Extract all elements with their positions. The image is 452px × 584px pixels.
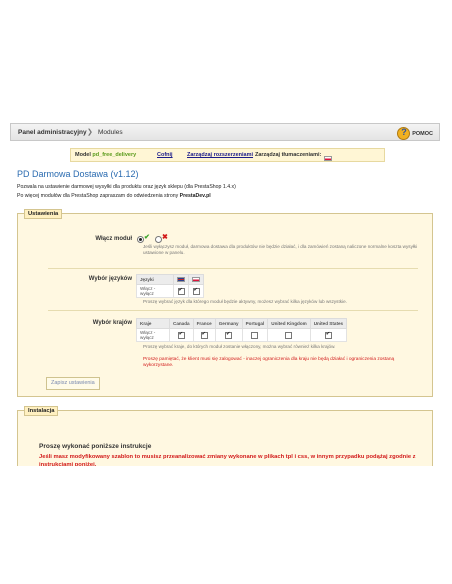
installation-legend: Instalacja	[24, 406, 58, 416]
country-checkbox[interactable]	[325, 332, 332, 339]
lang-cell	[174, 285, 189, 298]
settings-legend: Ustawienia	[24, 209, 62, 219]
prestadev-link[interactable]: PrestaDev.pl	[179, 193, 211, 199]
lang-flag-pl	[189, 275, 204, 285]
languages-table	[136, 274, 204, 298]
lang-flag-en	[174, 275, 189, 285]
help-button[interactable]	[397, 127, 433, 140]
installation-heading: Proszę wykonać poniższe instrukcje	[39, 443, 152, 450]
country-cell	[170, 329, 194, 342]
languages-label: Wybór języków	[88, 276, 132, 282]
countries-hint: Proszę wybrać kraje, do których moduł zostanie włączony, można wybrać również kilka krajów.	[143, 344, 336, 349]
description-text: Po więcej modułów dla PrestaShop zapraszam do odwiedzenia strony	[17, 193, 180, 199]
languages-header: Języki	[137, 275, 174, 285]
country-cell	[310, 329, 346, 342]
breadcrumb-root[interactable]: Panel administracyjny	[18, 129, 87, 136]
flag-pl-icon[interactable]	[324, 156, 332, 161]
languages-hint: Proszę wybrać język dla którego moduł będzie aktywny, możesz wybrać kilka języków lub wszystkie.	[143, 299, 347, 304]
check-icon: ✔	[144, 234, 150, 241]
languages-row-label: Włącz - wyłącz	[137, 285, 174, 298]
lang-pl-checkbox[interactable]	[193, 288, 200, 295]
country-header: France	[193, 319, 215, 329]
lang-cell	[189, 285, 204, 298]
back-link[interactable]: Cofnij	[157, 152, 173, 158]
description-line-2	[17, 193, 211, 199]
country-header: Portugal	[242, 319, 268, 329]
module-toolbar	[70, 148, 385, 162]
admin-screenshot	[10, 121, 440, 466]
countries-row-label: Włącz - wyłącz	[137, 329, 170, 342]
country-header: United Kingdom	[268, 319, 310, 329]
model-info	[75, 152, 136, 158]
model-label: Model	[75, 152, 91, 158]
country-checkbox[interactable]	[285, 332, 292, 339]
help-label: POMOC	[412, 130, 433, 137]
countries-table	[136, 318, 347, 342]
save-settings-button[interactable]: Zapisz ustawienia	[46, 377, 100, 390]
countries-warning: Proszę pamiętać, że klient musi się zalogować - inaczej ograniczenia dla kraju nie będą działać i ograniczenia zostaną wykorzystane.	[143, 357, 395, 368]
enable-module-hint: Jeśli wyłączysz moduł, darmowa dostawa dla produktów nie będzie działać, i dla zamówień zostaną naliczone normalne koszta wysyłki ustawione w panelu.	[143, 244, 418, 255]
description-line-1: Pozwala na ustawienie darmowej wysyłki dla produktu oraz język sklepu (dla PrestaShop 1.4.x)	[17, 184, 236, 190]
country-header: Canada	[170, 319, 194, 329]
breadcrumb	[10, 123, 440, 141]
installation-warning: Jeśli masz modyfikowany szablon to musisz przeanalizować zmiany wykonane w plikach tpl i css, w innym przypadku podążaj zgodnie z instrukcjami poniżej.	[39, 454, 416, 466]
page-title: PD Darmowa Dostawa (v1.12)	[17, 169, 139, 179]
help-icon	[397, 127, 410, 140]
country-cell	[268, 329, 310, 342]
enable-yes-radio[interactable]	[137, 236, 144, 243]
chevron-right-icon: ❯	[87, 129, 93, 136]
country-cell	[215, 329, 242, 342]
model-value: pd_free_delivery	[92, 152, 137, 158]
enable-no-radio[interactable]	[155, 236, 162, 243]
country-cell	[242, 329, 268, 342]
country-checkbox[interactable]	[251, 332, 258, 339]
manage-extensions-link[interactable]: Zarządzaj rozszerzeniami	[187, 152, 254, 158]
flag-gb-icon	[177, 277, 185, 282]
country-cell	[193, 329, 215, 342]
flag-pl-icon	[192, 277, 200, 282]
country-header: United States	[310, 319, 346, 329]
countries-header-row	[137, 319, 347, 329]
country-header: Germany	[215, 319, 242, 329]
lang-en-checkbox[interactable]	[178, 288, 185, 295]
countries-checkbox-row	[137, 329, 347, 342]
translations-label: Zarządzaj tłumaczeniami:	[255, 152, 322, 158]
cross-icon: ✖	[162, 234, 168, 241]
enable-module-label: Włącz moduł	[95, 236, 132, 242]
breadcrumb-current: Modules	[98, 129, 123, 136]
separator	[48, 268, 418, 269]
country-checkbox[interactable]	[178, 332, 185, 339]
countries-header: Kraje	[137, 319, 170, 329]
countries-label: Wybór krajów	[92, 320, 132, 326]
separator	[48, 310, 418, 311]
country-checkbox[interactable]	[201, 332, 208, 339]
settings-fieldset	[17, 213, 433, 397]
installation-fieldset	[17, 410, 433, 466]
country-checkbox[interactable]	[225, 332, 232, 339]
